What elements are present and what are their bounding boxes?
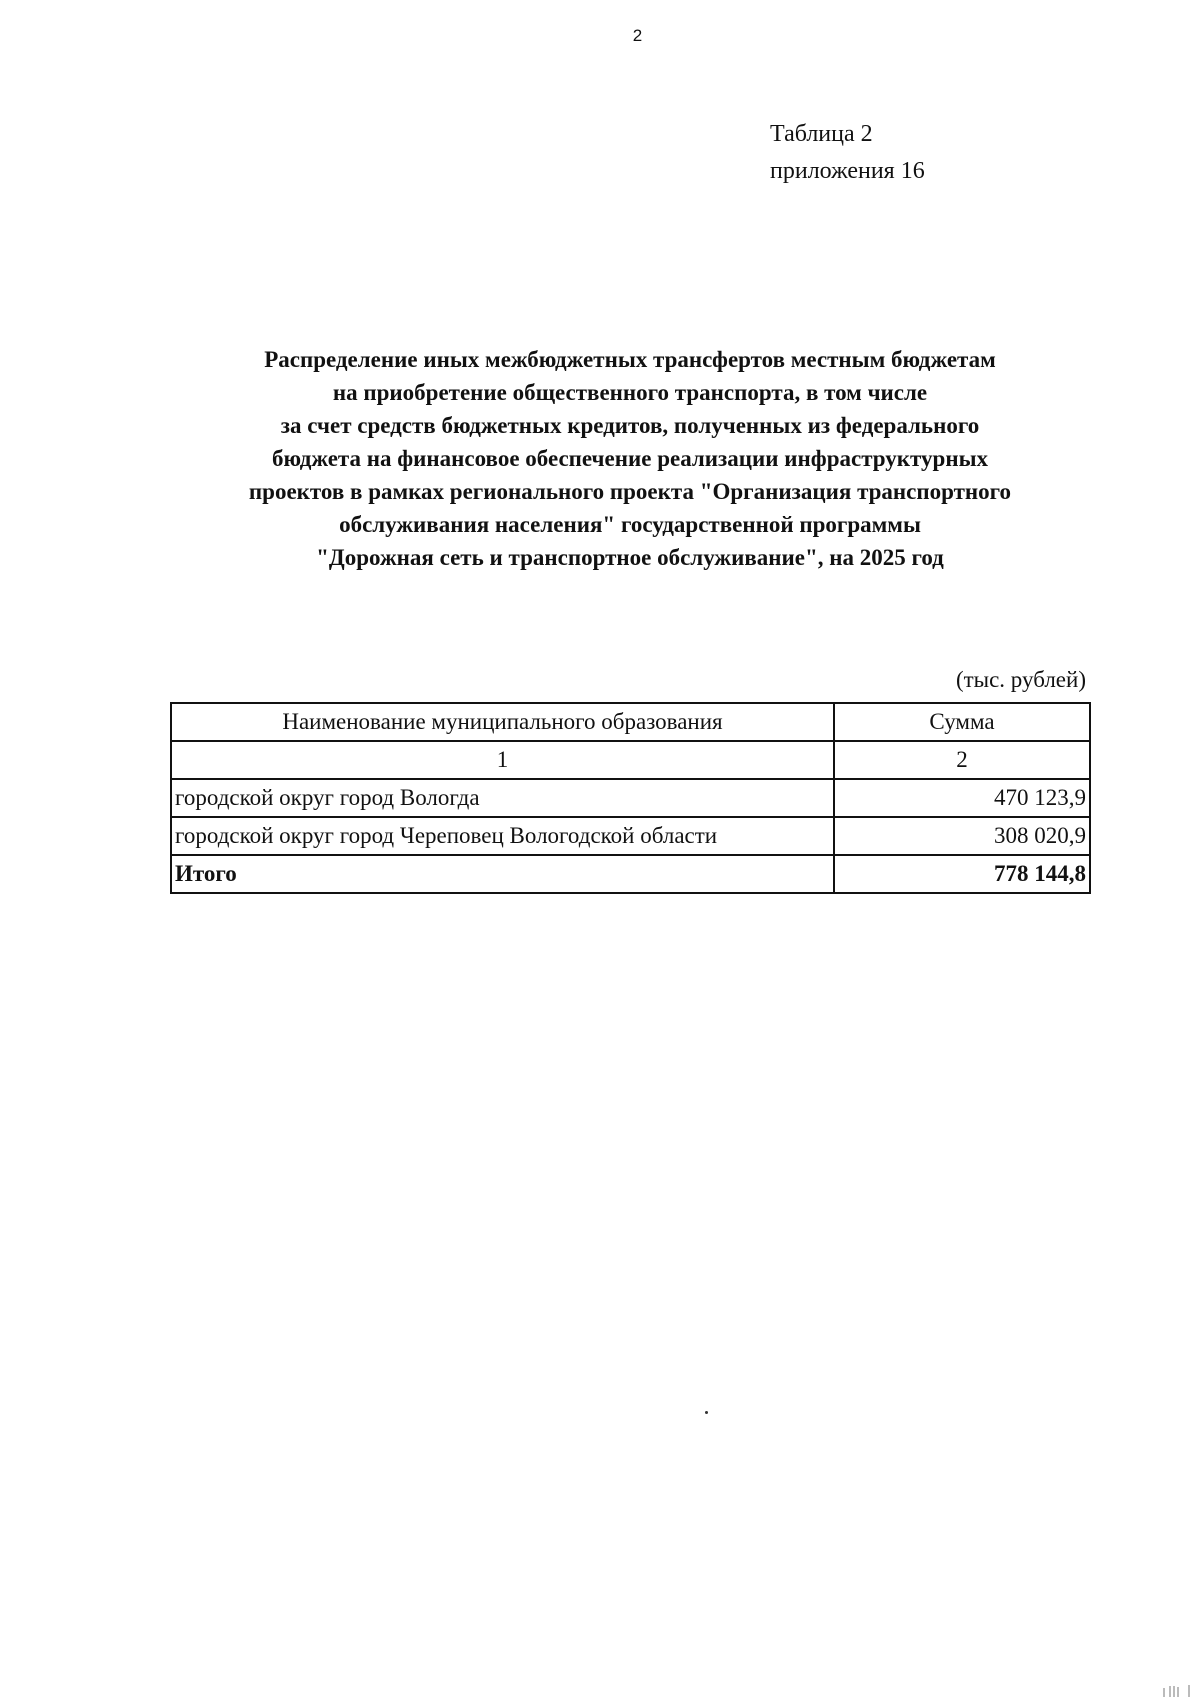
document-title bbox=[100, 343, 1160, 574]
title-line: "Дорожная сеть и транспортное обслуживание", на 2025 год bbox=[316, 545, 944, 570]
scan-speck bbox=[705, 1411, 708, 1414]
title-line: обслуживания населения" государственной программы bbox=[339, 512, 921, 537]
table-number-label: Таблица 2 bbox=[770, 121, 873, 147]
appendix-number-label: приложения 16 bbox=[770, 158, 925, 184]
municipality-name-cell: городской округ город Вологда bbox=[171, 779, 834, 817]
table-row bbox=[171, 817, 1090, 855]
header-amount-cell: Сумма bbox=[834, 703, 1090, 741]
appendix-reference bbox=[770, 116, 925, 190]
title-line: за счет средств бюджетных кредитов, полученных из федерального bbox=[280, 413, 980, 438]
scan-edge-marks bbox=[1162, 1684, 1192, 1697]
amount-cell: 470 123,9 bbox=[834, 779, 1090, 817]
title-line: на приобретение общественного транспорта, в том числе bbox=[332, 380, 928, 405]
total-amount-cell: 778 144,8 bbox=[834, 855, 1090, 893]
units-label: (тыс. рублей) bbox=[955, 667, 1086, 692]
title-line: Распределение иных межбюджетных трансфертов местным бюджетам bbox=[264, 347, 996, 372]
column-number-cell: 2 bbox=[834, 741, 1090, 779]
title-line: проектов в рамках регионального проекта "Организация транспортного bbox=[248, 479, 1012, 504]
title-line: бюджета на финансовое обеспечение реализации инфраструктурных bbox=[271, 446, 989, 471]
header-name-cell: Наименование муниципального образования bbox=[171, 703, 834, 741]
table-row bbox=[171, 779, 1090, 817]
distribution-table bbox=[170, 702, 1091, 894]
column-number-row bbox=[171, 741, 1090, 779]
column-number-cell: 1 bbox=[171, 741, 834, 779]
amount-cell: 308 020,9 bbox=[834, 817, 1090, 855]
total-row bbox=[171, 855, 1090, 893]
page-number: 2 bbox=[632, 26, 643, 45]
table-header-row bbox=[171, 703, 1090, 741]
municipality-name-cell: городской округ город Череповец Вологодской области bbox=[171, 817, 834, 855]
total-label-cell: Итого bbox=[171, 855, 834, 893]
